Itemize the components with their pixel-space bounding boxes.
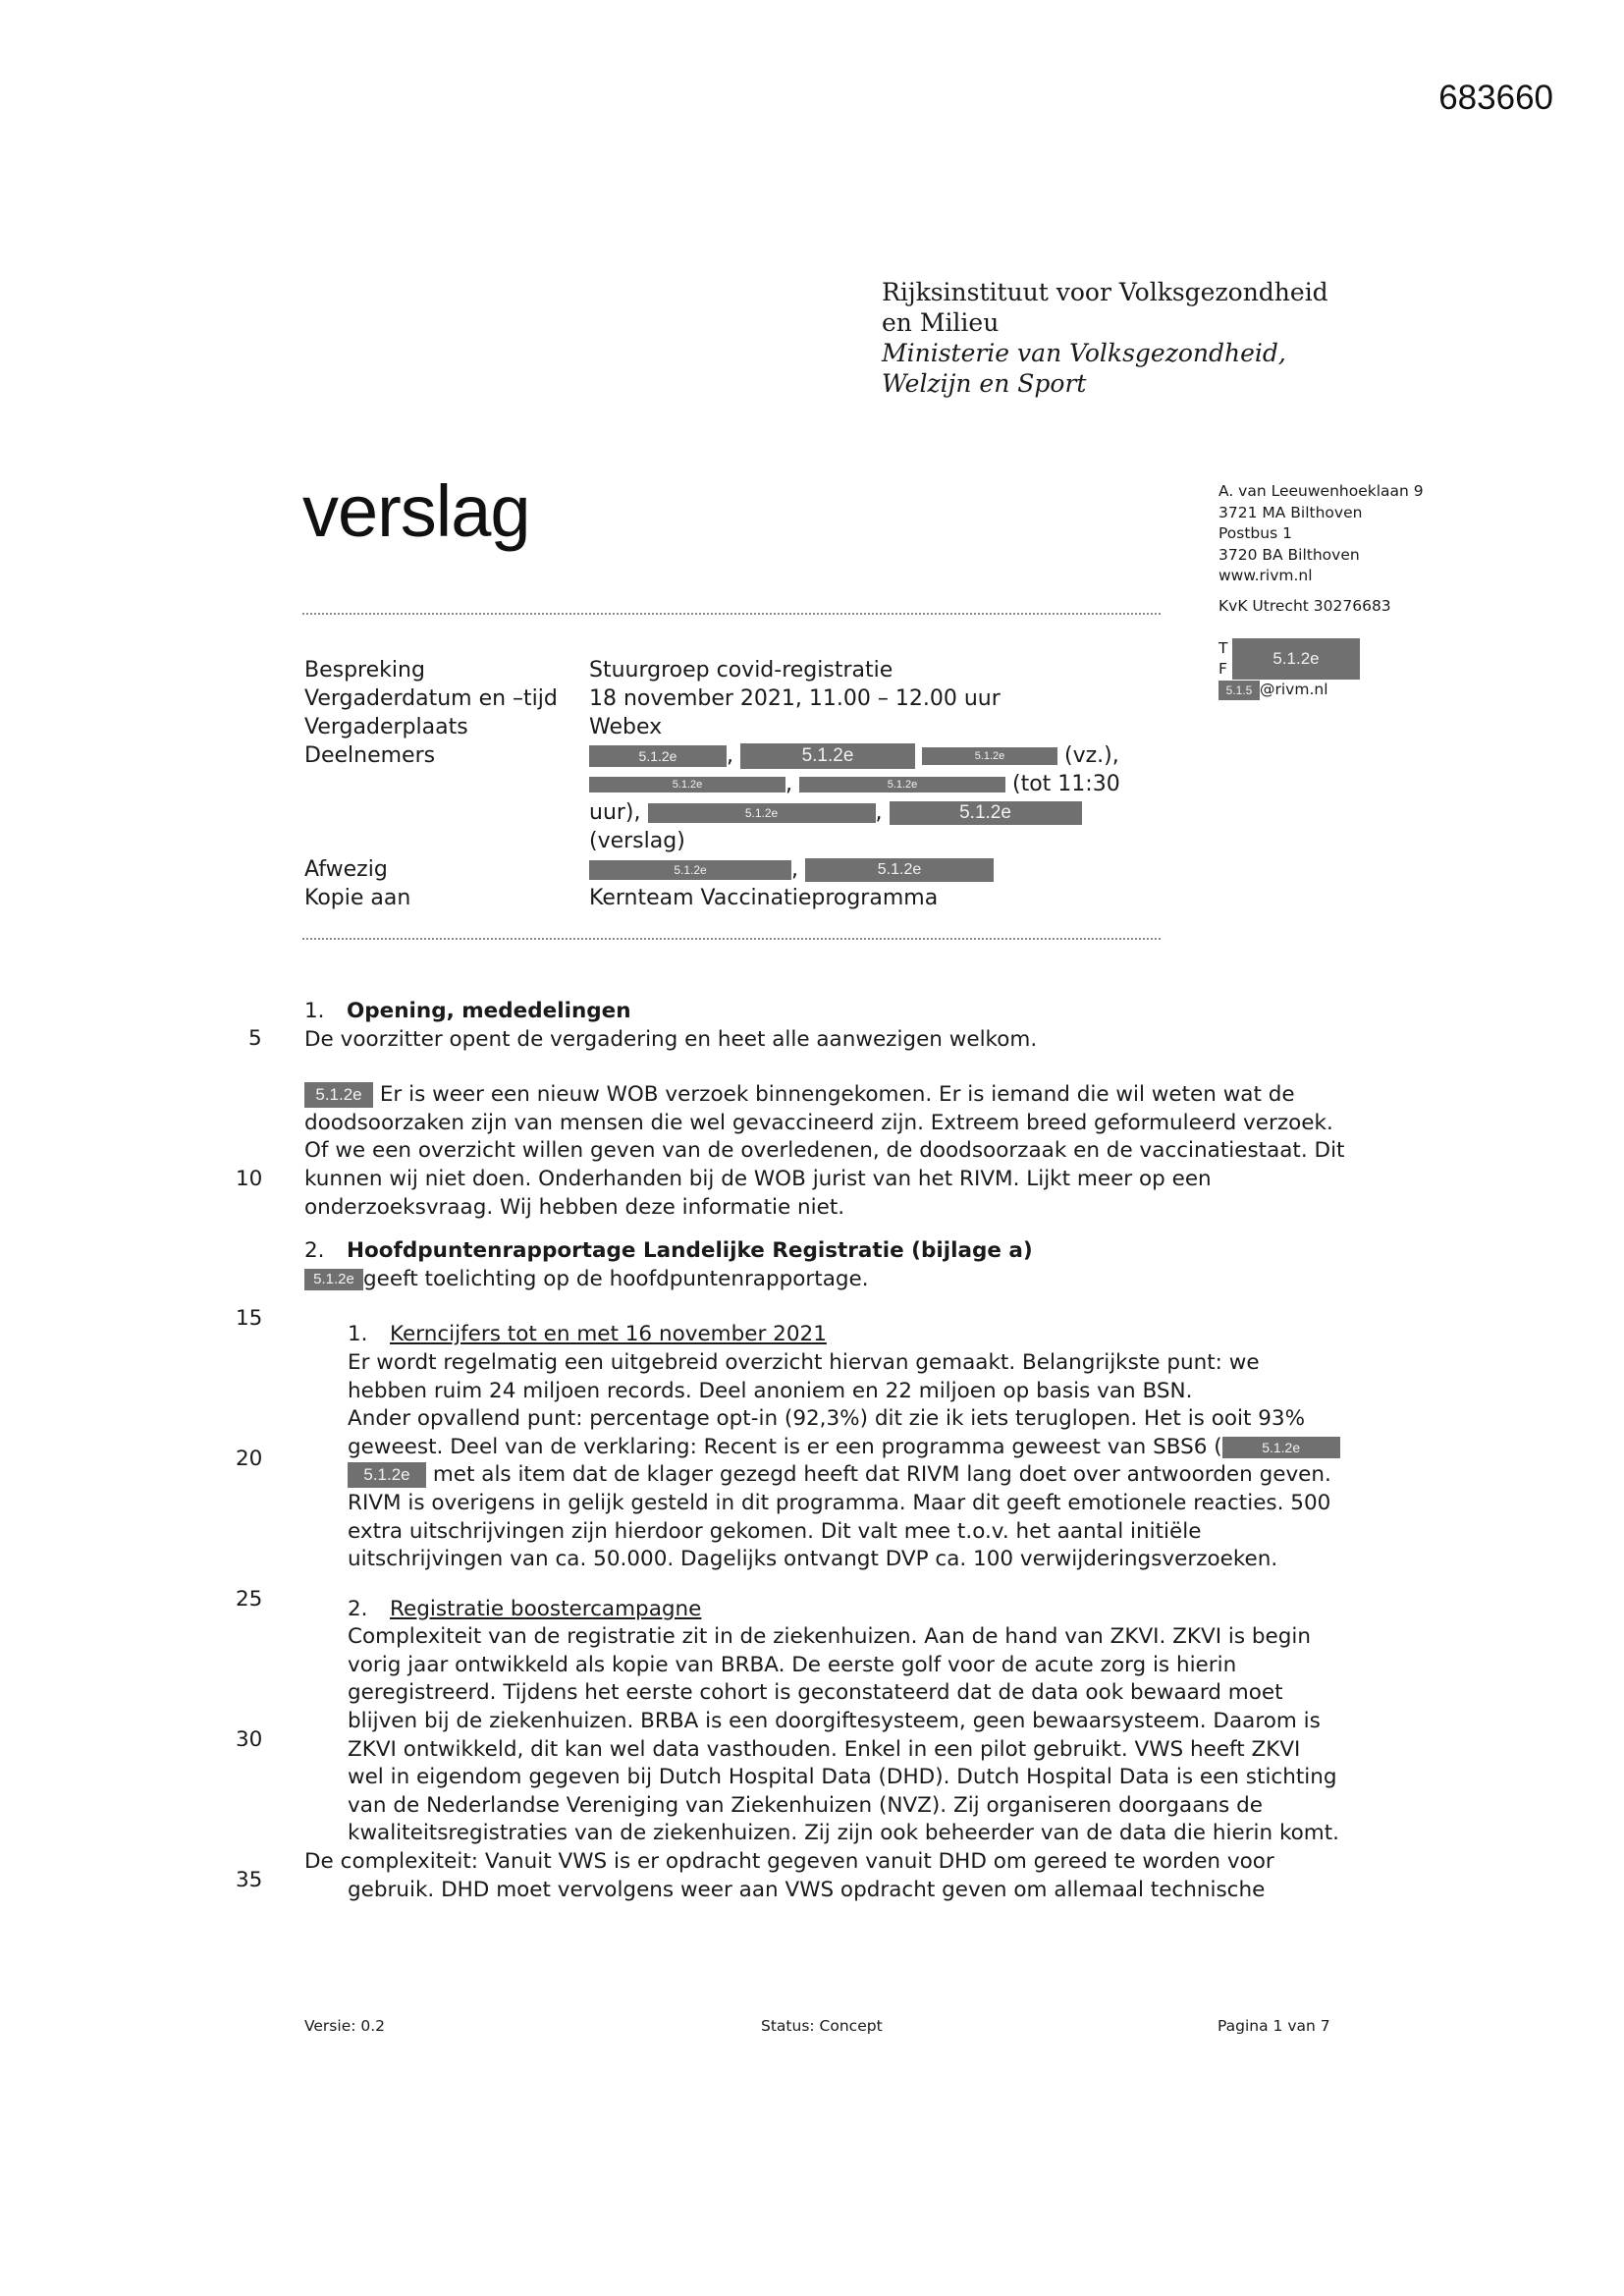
contact-block xyxy=(1218,638,1328,700)
org-line-4: Welzijn en Sport xyxy=(882,369,1087,398)
uur-marker: uur), xyxy=(589,800,641,825)
redaction-box: 5.1.2e xyxy=(740,743,915,769)
paragraph-line: geweest. Deel van de verklaring: Recent is er een programma geweest van SBS6 ( xyxy=(348,1434,1222,1459)
address-postbus: Postbus 1 xyxy=(1218,524,1292,542)
kopie-value: Kernteam Vaccinatieprogramma xyxy=(589,886,939,910)
bespreking-label: Bespreking xyxy=(304,658,425,683)
address-website: www.rivm.nl xyxy=(1218,567,1313,584)
paragraph-line: kwaliteitsregistraties van de ziekenhuizen. Zij zijn ook beheerder van de data die hierin komt. xyxy=(348,1821,1339,1846)
redaction-box: 5.1.2e xyxy=(589,777,785,793)
paragraph-line: uitschrijvingen van ca. 50.000. Dagelijks ontvangt DVP ca. 100 verwijderingsverzoeken. xyxy=(348,1547,1278,1572)
redaction-box: 5.1.2e xyxy=(922,747,1057,765)
redaction-box: 5.1.2e xyxy=(1222,1437,1340,1458)
paragraph-line: wel in eigendom gegeven bij Dutch Hospital Data (DHD). Dutch Hospital Data is een stichting xyxy=(348,1765,1337,1790)
paragraph-line: ZKVI ontwikkeld, dit kan wel data vasthouden. Enkel in een pilot gebruikt. VWS heeft ZKVI xyxy=(348,1736,1301,1762)
kopie-label: Kopie aan xyxy=(304,886,411,910)
paragraph-line: gebruik. DHD moet vervolgens weer aan VWS opdracht geven om allemaal technische xyxy=(348,1877,1266,1902)
paragraph-line: extra uitschrijvingen zijn hierdoor gekomen. Dit valt mee t.o.v. het aantal initiële xyxy=(348,1518,1202,1544)
section-2-heading xyxy=(304,1237,1375,1266)
divider xyxy=(302,938,1161,940)
paragraph-line: Of we een overzicht willen geven van de overledenen, de doodsoorzaak en de vaccinatiestaat. Dit xyxy=(304,1138,1345,1164)
deelnemers-label: Deelnemers xyxy=(304,743,436,768)
paragraph-line: hebben ruim 24 miljoen records. Deel anoniem en 22 miljoen op basis van BSN. xyxy=(348,1378,1193,1403)
section-number: 2. xyxy=(304,1238,325,1264)
footer-status: Status: Concept xyxy=(761,2017,883,2035)
redaction-box: 5.1.2e xyxy=(589,860,791,880)
paragraph-line: De voorzitter opent de vergadering en heet alle aanwezigen welkom. xyxy=(304,1026,1038,1052)
line-number: 30 xyxy=(236,1727,263,1752)
section-1-heading xyxy=(304,998,1375,1026)
redaction-box: 5.1.2e xyxy=(1232,638,1360,680)
paragraph-line: onderzoeksvraag. Wij hebben deze informatie niet. xyxy=(304,1194,845,1220)
address-street: A. van Leeuwenhoeklaan 9 xyxy=(1218,482,1424,500)
address-block xyxy=(1218,481,1424,617)
plaats-value: Webex xyxy=(589,715,663,739)
redaction-box: 5.1.2e xyxy=(589,745,727,767)
line-number: 5 xyxy=(248,1026,262,1051)
paragraph-line: Er wordt regelmatig een uitgebreid overzicht hiervan gemaakt. Belangrijkste punt: we xyxy=(348,1349,1260,1375)
subsection-2-2-heading xyxy=(348,1596,1375,1624)
afwezig-label: Afwezig xyxy=(304,857,388,882)
redaction-box: 5.1.2e xyxy=(799,777,1005,793)
datum-label: Vergaderdatum en –tijd xyxy=(304,686,558,711)
separator: , xyxy=(875,800,883,825)
redaction-box: 5.1.2e xyxy=(805,858,994,882)
paragraph-line: geregistreerd. Tijdens het eerste cohort is geconstateerd dat de data ook bewaard moet xyxy=(348,1680,1283,1706)
section-number: 1. xyxy=(304,999,325,1023)
phone-label: T xyxy=(1218,639,1228,657)
redaction-box: 5.1.2e xyxy=(890,801,1082,825)
org-line-2: en Milieu xyxy=(882,308,1000,337)
section-title: Opening, mededelingen xyxy=(347,999,631,1023)
paragraph-line: De complexiteit: Vanuit VWS is er opdracht gegeven vanuit DHD om gereed te worden voor xyxy=(304,1849,1274,1875)
org-line-1: Rijksinstituut voor Volksgezondheid xyxy=(882,278,1328,306)
tot-marker: (tot 11:30 xyxy=(1012,772,1120,796)
address-zip-city: 3721 MA Bilthoven xyxy=(1218,503,1363,521)
separator: , xyxy=(785,772,792,796)
paragraph-line: doodsoorzaken zijn van mensen die wel gevaccineerd zijn. Extreem breed geformuleerd verzoek. xyxy=(304,1110,1333,1135)
line-number: 10 xyxy=(236,1167,263,1191)
document-title: verslag xyxy=(302,470,530,552)
redaction-box: 5.1.2e xyxy=(304,1269,363,1290)
subsection-number: 1. xyxy=(348,1322,368,1347)
subsection-title: Registratie boostercampagne xyxy=(390,1596,702,1621)
redaction-box: 5.1.2e xyxy=(348,1462,426,1488)
bespreking-value: Stuurgroep covid-registratie xyxy=(589,658,893,683)
organisation-block xyxy=(882,277,1328,399)
address-kvk: KvK Utrecht 30276683 xyxy=(1218,596,1391,615)
meeting-meta xyxy=(304,656,1139,912)
paragraph-line: met als item dat de klager gezegd heeft dat RIVM lang doet over antwoorden geven. xyxy=(432,1462,1331,1488)
minutes-body xyxy=(304,998,1375,1904)
afwezig-value xyxy=(589,855,1139,884)
line-number: 20 xyxy=(236,1447,263,1471)
paragraph-line: kunnen wij niet doen. Onderhanden bij de WOB jurist van het RIVM. Lijkt meer op een xyxy=(304,1166,1212,1191)
org-line-3: Ministerie van Volksgezondheid, xyxy=(882,339,1286,367)
line-number: 25 xyxy=(236,1587,263,1612)
subsection-2-1-heading xyxy=(348,1321,1375,1349)
subsection-title: Kerncijfers tot en met 16 november 2021 xyxy=(390,1322,827,1347)
deelnemers-value xyxy=(589,741,1139,855)
email-suffix: @rivm.nl xyxy=(1260,681,1328,698)
paragraph-line: Complexiteit van de registratie zit in de ziekenhuizen. Aan de hand van ZKVI. ZKVI is begin xyxy=(348,1624,1312,1650)
paragraph-line: van de Nederlandse Vereniging van Ziekenhuizen (NVZ). Zij organiseren doorgaans de xyxy=(348,1792,1263,1818)
fax-label: F xyxy=(1218,660,1227,678)
paragraph-line: vorig jaar ontwikkeld als kopie van BRBA. De eerste golf voor de acute zorg is hierin xyxy=(348,1652,1237,1677)
paragraph-line: Ander opvallend punt: percentage opt-in (92,3%) dit zie ik iets teruglopen. Het is ooit 93% xyxy=(348,1406,1306,1432)
paragraph-line: RIVM is overigens in gelijk gesteld in dit programma. Maar dit geeft emotionele reacties. 500 xyxy=(348,1490,1331,1515)
vz-marker: (vz.), xyxy=(1064,743,1119,768)
verslag-marker: (verslag) xyxy=(589,829,685,853)
paragraph-line: geeft toelichting op de hoofdpuntenrapportage. xyxy=(363,1266,869,1291)
footer-page: Pagina 1 van 7 xyxy=(1218,2017,1330,2035)
divider xyxy=(302,613,1161,615)
line-number: 15 xyxy=(236,1306,263,1331)
address-postbus-city: 3720 BA Bilthoven xyxy=(1218,545,1360,564)
subsection-number: 2. xyxy=(348,1596,368,1621)
line-number: 35 xyxy=(236,1868,263,1892)
redaction-box: 5.1.2e xyxy=(304,1082,373,1108)
footer-version: Versie: 0.2 xyxy=(304,2017,386,2035)
plaats-label: Vergaderplaats xyxy=(304,715,468,739)
datum-value: 18 november 2021, 11.00 – 12.00 uur xyxy=(589,686,1001,711)
separator: , xyxy=(727,743,733,768)
separator: , xyxy=(791,857,798,882)
section-title: Hoofdpuntenrapportage Landelijke Registratie (bijlage a) xyxy=(347,1238,1033,1264)
paragraph-line: Er is weer een nieuw WOB verzoek binnengekomen. Er is iemand die wil weten wat de xyxy=(379,1082,1295,1108)
redaction-box: 5.1.2e xyxy=(648,803,876,823)
paragraph-line: blijven bij de ziekenhuizen. BRBA is een doorgiftesysteem, geen bewaarsysteem. Daarom is xyxy=(348,1709,1321,1734)
document-id: 683660 xyxy=(1438,79,1553,117)
redaction-box: 5.1.5 xyxy=(1218,681,1260,700)
